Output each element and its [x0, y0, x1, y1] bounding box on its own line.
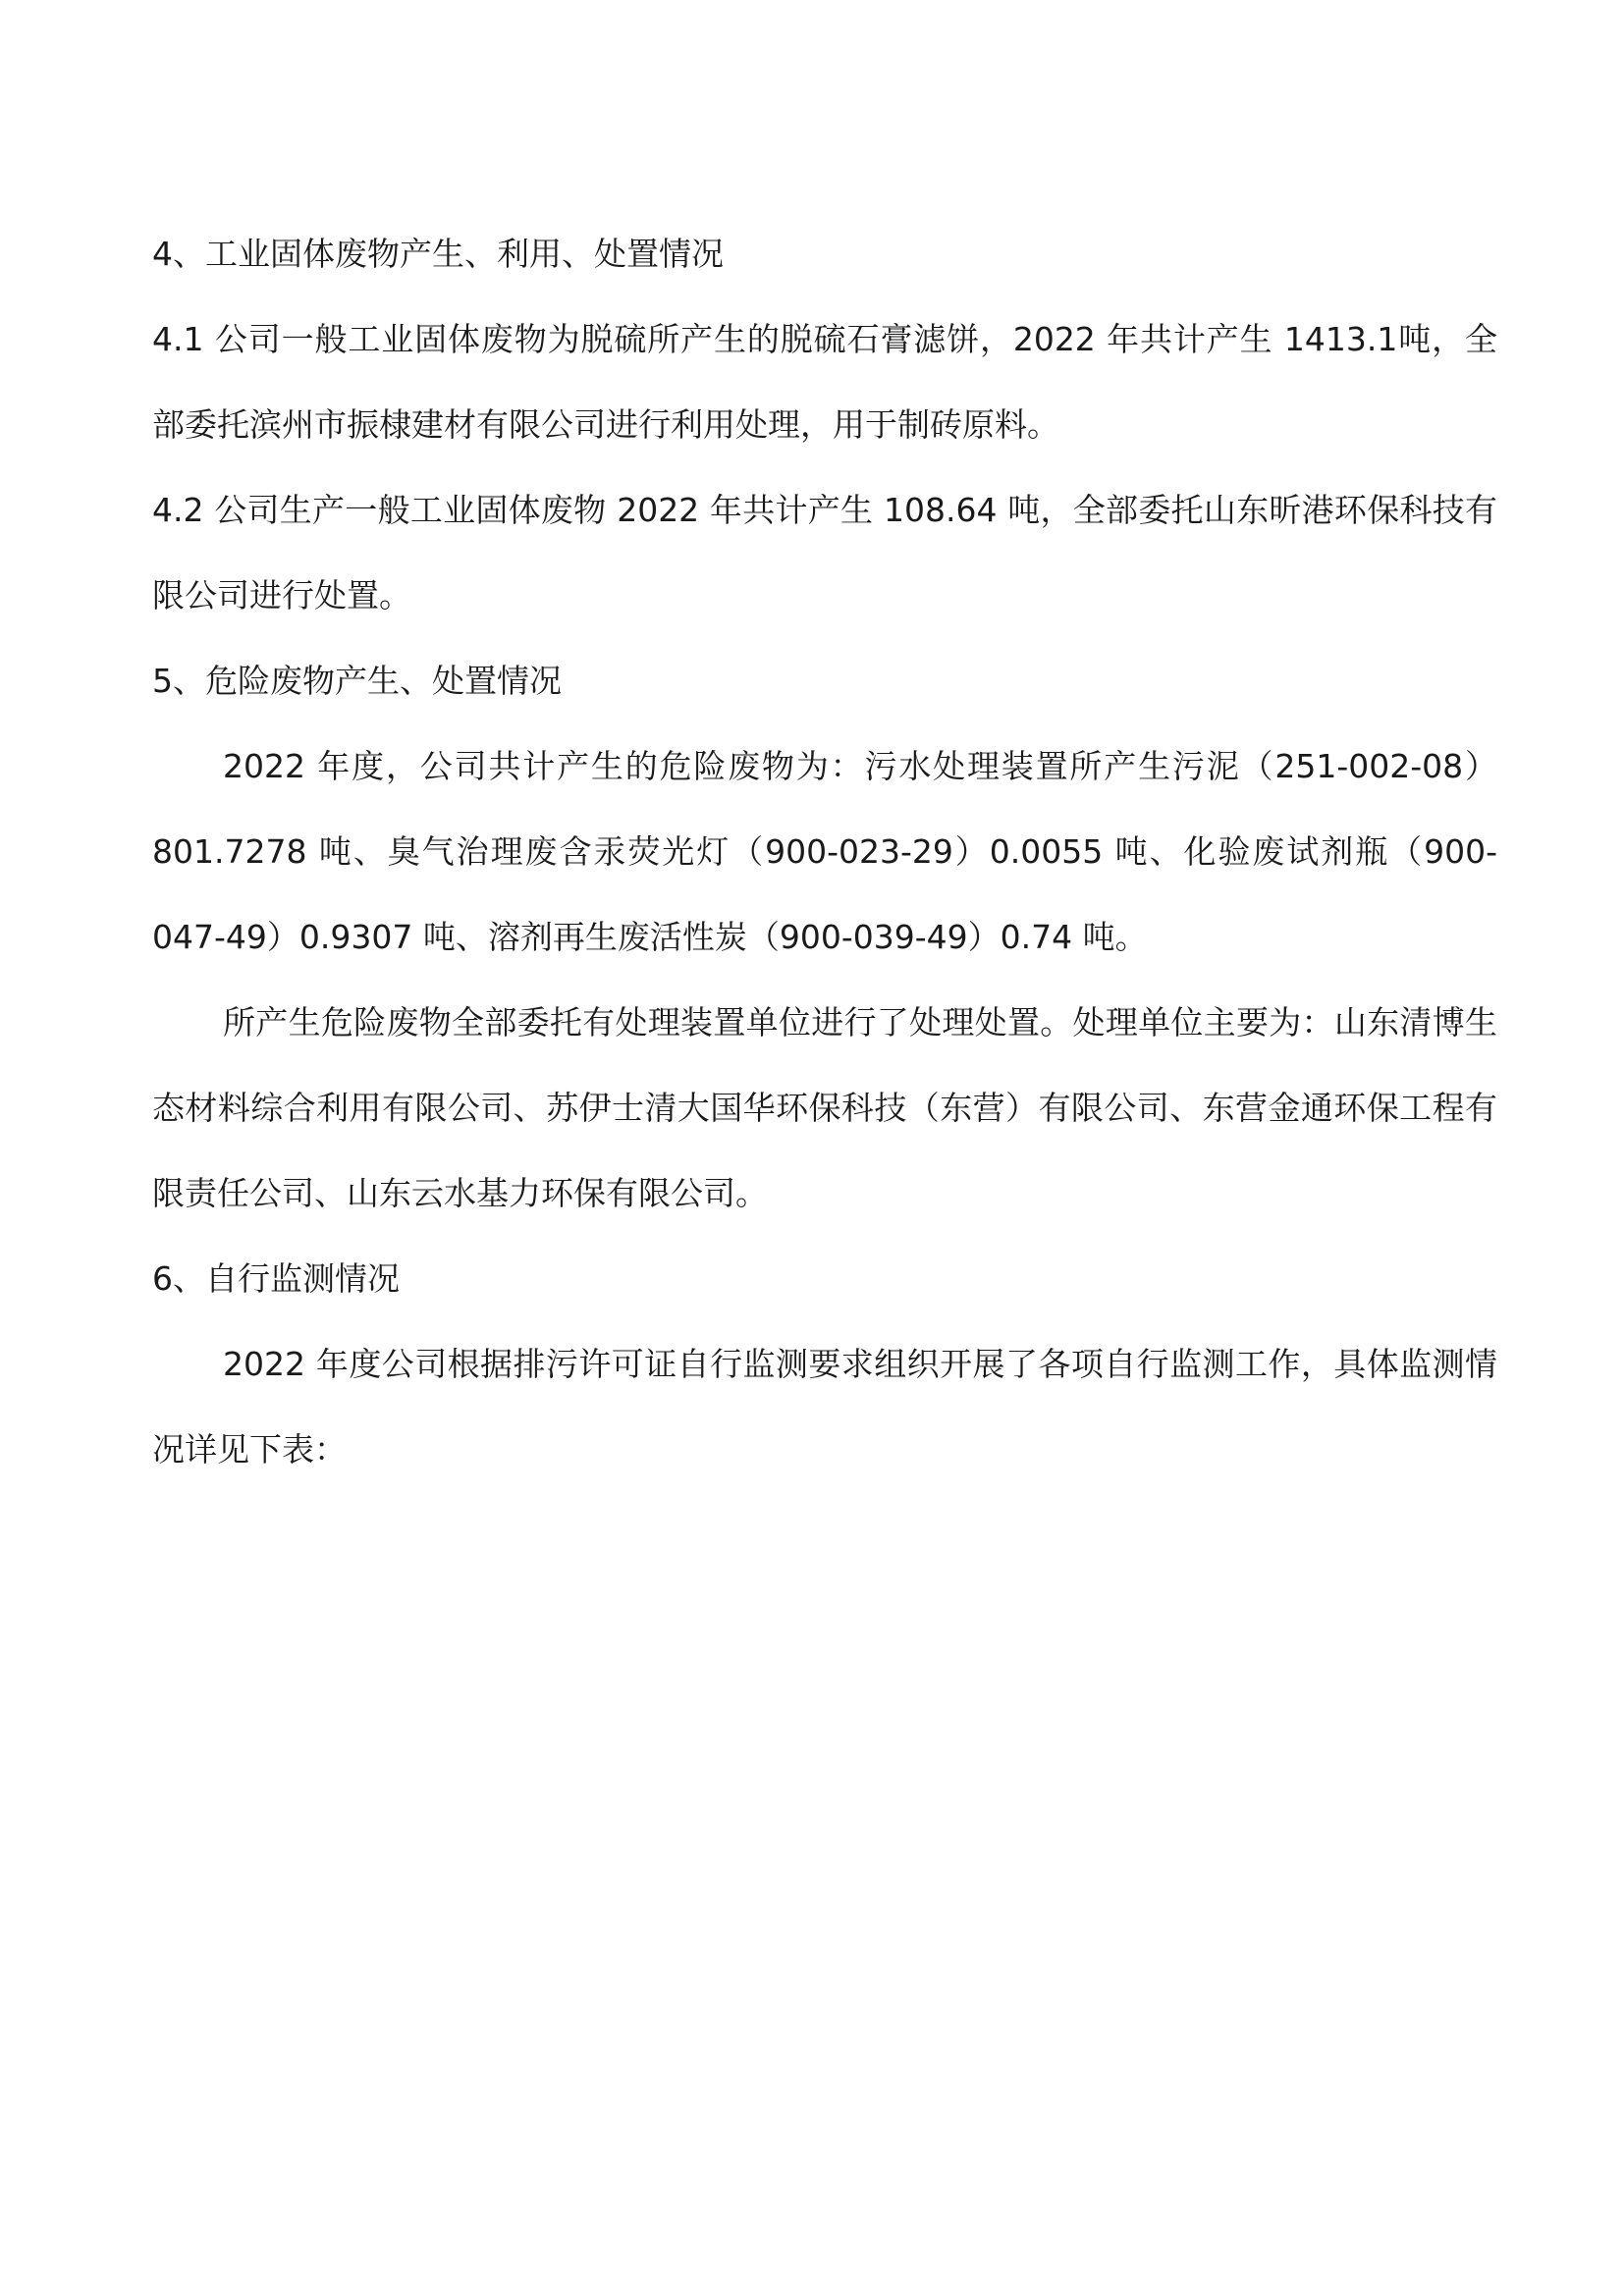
- paragraph-hazardous-waste-disposal-units: 所产生危险废物全部委托有处理装置单位进行了处理处置。处理单位主要为：山东清博生态材料综合利用有限公司、苏伊士清大国华环保科技（东营）有限公司、东营金通环保工程有限责任公司、山东云水基力环保有限公司。: [152, 1003, 1497, 1212]
- document-body: [152, 211, 1497, 1492]
- paragraph-4-1-desulfurization-gypsum: 4.1 公司一般工业固体废物为脱硫所产生的脱硫石膏滤饼，2022 年共计产生 1413.1吨，全部委托滨州市振棣建材有限公司进行利用处理，用于制砖原料。: [152, 320, 1497, 444]
- heading-4-industrial-solid-waste: 4、工业固体废物产生、利用、处置情况: [152, 235, 724, 273]
- paragraph-self-monitoring: 2022 年度公司根据排污许可证自行监测要求组织开展了各项自行监测工作，具体监测情况详见下表：: [152, 1345, 1497, 1468]
- heading-6-self-monitoring: 6、自行监测情况: [152, 1259, 400, 1298]
- heading-5-hazardous-waste: 5、危险废物产生、处置情况: [152, 662, 562, 700]
- paragraph-4-2-general-solid-waste: 4.2 公司生产一般工业固体废物 2022 年共计产生 108.64 吨，全部委托山东昕港环保科技有限公司进行处置。: [152, 491, 1497, 614]
- paragraph-hazardous-waste-quantities: 2022 年度，公司共计产生的危险废物为：污水处理装置所产生污泥（251-002-08）801.7278 吨、臭气治理废含汞荧光灯（900-023-29）0.0055 吨、化验废试剂瓶（900-047-49）0.9307 吨、溶剂再生废活性炭（900-039-49）0.74 吨。: [152, 747, 1497, 956]
